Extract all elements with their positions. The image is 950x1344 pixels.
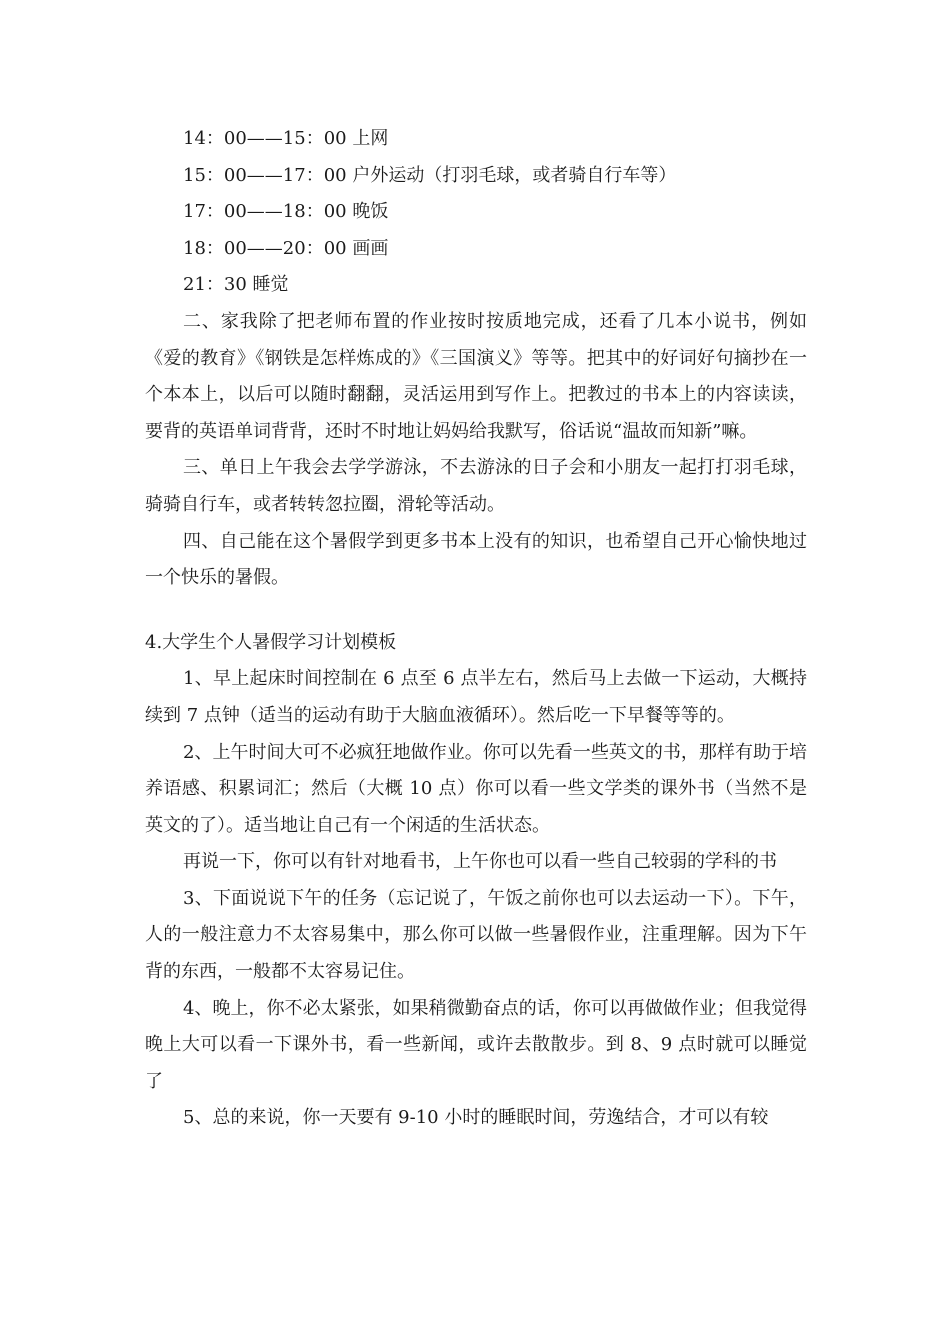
plan-paragraph: 4、晚上，你不必太紧张，如果稍微勤奋点的话，你可以再做做作业；但我觉得晚上大可以看一下课外书，看一些新闻，或许去散散步。到 8、9 点时就可以睡觉了 (145, 997, 807, 1092)
schedule-item: 14：00——15：00 上网 (183, 128, 389, 149)
paragraph-three: 三、单日上午我会去学学游泳，不去游泳的日子会和小朋友一起打打羽毛球，骑骑自行车，或者转转忽拉圈，滑轮等活动。 (145, 457, 807, 515)
section-heading: 4.大学生个人暑假学习计划模板 (145, 631, 397, 653)
plan-paragraph: 1、早上起床时间控制在 6 点至 6 点半左右，然后马上去做一下运动，大概持续到 7 点钟（适当的运动有助于大脑血液循环）。然后吃一下早餐等等的。 (145, 668, 807, 726)
document-body (145, 121, 807, 1137)
schedule-item: 18：00——20：00 画画 (183, 237, 389, 259)
section-gap (145, 597, 807, 625)
plan-paragraph: 3、下面说说下午的任务（忘记说了，午饭之前你也可以去运动一下）。下午，人的一般注意力不太容易集中，那么你可以做一些暑假作业，注重理解。因为下午背的东西，一般都不太容易记住。 (145, 887, 807, 983)
plan-paragraph: 5、总的来说，你一天要有 9-10 小时的睡眠时间，劳逸结合，才可以有较 (183, 1107, 769, 1129)
schedule-item: 17：00——18：00 晚饭 (183, 201, 389, 223)
paragraph-two: 二、家我除了把老师布置的作业按时按质地完成，还看了几本小说书，例如《爱的教育》《钢铁是怎样炼成的》《三国演义》等等。把其中的好词好句摘抄在一个本本上，以后可以随时翻翻，灵活运用到写作上。把教过的书本上的内容读读，要背的英语单词背背，还时不时地让妈妈给我默写，俗话说“温故而知新”嘛。 (145, 310, 807, 442)
plan-paragraph: 再说一下，你可以有针对地看书，上午你也可以看一些自己较弱的学科的书 (183, 851, 777, 873)
schedule-item: 15：00——17：00 户外运动（打羽毛球，或者骑自行车等） (183, 164, 677, 186)
plan-paragraph: 2、上午时间大可不必疯狂地做作业。你可以先看一些英文的书，那样有助于培养语感、积累词汇；然后（大概 10 点）你可以看一些文学类的课外书（当然不是英文的了）。适当地让自己有一个闲适的生活状态。 (145, 741, 807, 836)
schedule-item: 21：30 睡觉 (183, 274, 289, 296)
paragraph-four: 四、自己能在这个暑假学到更多书本上没有的知识，也希望自己开心愉快地过一个快乐的暑假。 (145, 530, 807, 589)
